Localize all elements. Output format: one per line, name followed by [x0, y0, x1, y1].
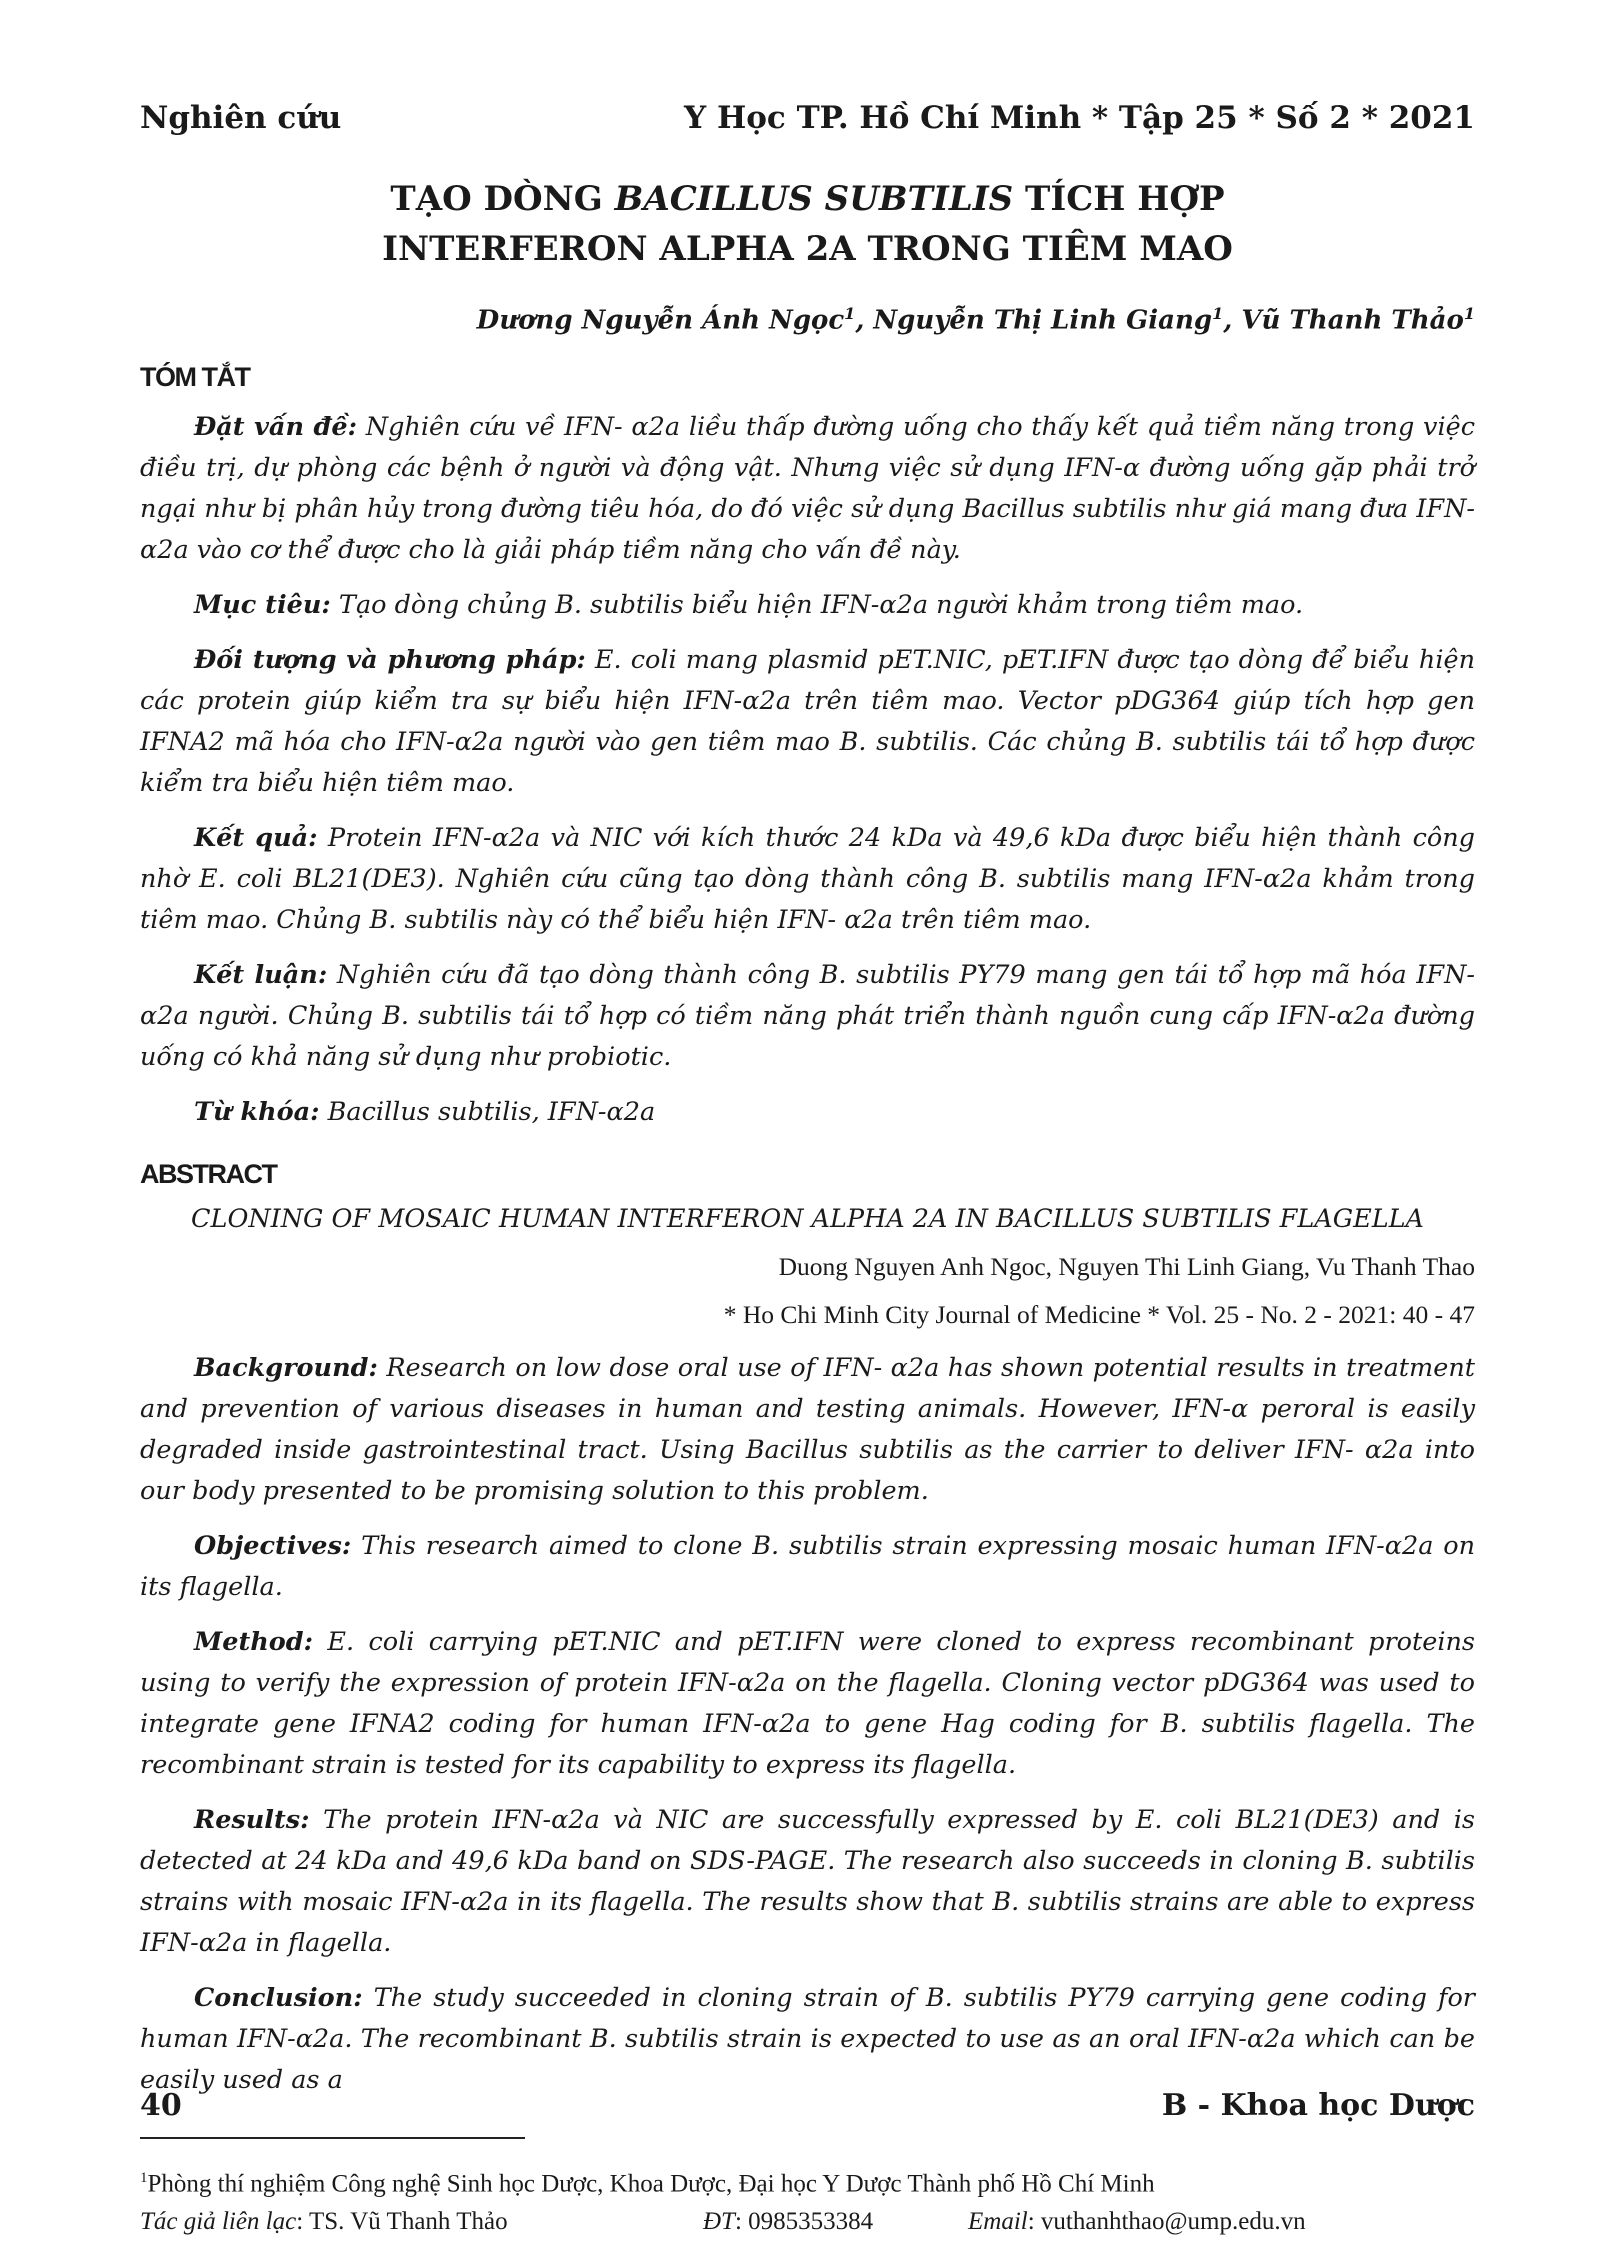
abstract-paragraph — [140, 1978, 1475, 2101]
para-label: Mục tiêu: — [194, 589, 331, 620]
para-text: Bacillus subtilis, IFN-α2a — [319, 1096, 656, 1127]
para-label: Results: — [194, 1804, 310, 1835]
para-text: Nghiên cứu đã tạo dòng thành công B. subtilis PY79 mang gen tái tổ hợp mã hóa IFN-α2a người. Chủng B. subtilis tái tổ hợp có tiềm năng phát triển thành nguồn cung cấp IFN-α2a đường uống có khả năng sử dụng như probiotic. — [140, 959, 1475, 1072]
page-footer — [140, 2088, 1475, 2123]
abstract-paragraph — [140, 1800, 1475, 1964]
para-label: Từ khóa: — [194, 1096, 320, 1127]
tomtat-paragraph — [140, 407, 1475, 571]
para-text: E. coli carrying pET.NIC and pET.IFN were cloned to express recombinant proteins using to verify the expression of protein IFN-α2a on the flagella. Cloning vector pDG364 was used to integrate gene IFNA2 coding for human IFN-α2a to gene Hag coding for B. subtilis flagella. The recombinant strain is tested for its capability to express its flagella. — [140, 1626, 1475, 1780]
abstract-paragraph — [140, 1348, 1475, 1512]
abstract-paragraph — [140, 1526, 1475, 1608]
phone-value: : 0985353384 — [734, 2207, 874, 2235]
abstract-paragraph — [140, 1622, 1475, 1786]
footer-section: B - Khoa học Dược — [1161, 2088, 1475, 2123]
title-part: TẠO DÒNG — [390, 179, 615, 219]
para-label: Conclusion: — [194, 1982, 363, 2013]
affiliation-mark: 1 — [140, 2169, 148, 2186]
title-line-2: INTERFERON ALPHA 2A TRONG TIÊM MAO — [382, 229, 1233, 269]
para-text: The study succeeded in cloning strain of B. subtilis PY79 carrying gene coding for human IFN-α2a. The recombinant B. subtilis strain is expected to use as an oral IFN-α2a which can be easily used as a — [140, 1982, 1475, 2095]
para-text: Tạo dòng chủng B. subtilis biểu hiện IFN-α2a người khảm trong tiêm mao. — [330, 589, 1304, 620]
author-list — [140, 304, 1475, 336]
para-text: Research on low dose oral use of IFN- α2a has shown potential results in treatment and prevention of various diseases in human and testing animals. However, IFN-α peroral is easily degraded inside gastrointestinal tract. Using Bacillus subtilis as the carrier to deliver IFN- α2a into our body presented to be promising solution to this problem. — [140, 1352, 1475, 1506]
para-label: Objectives: — [194, 1530, 352, 1561]
para-text: The protein IFN-α2a và NIC are successfully expressed by E. coli BL21(DE3) and is detected at 24 kDa and 49,6 kDa band on SDS-PAGE. The research also succeeds in cloning B. subtilis strains with mosaic IFN-α2a in its flagella. The results show that B. subtilis strains are able to express IFN-α2a in flagella. — [140, 1804, 1475, 1958]
english-authors: Duong Nguyen Anh Ngoc, Nguyen Thi Linh Giang, Vu Thanh Thao — [778, 1251, 1475, 1281]
para-label: Đặt vấn đề: — [194, 411, 357, 442]
para-label: Kết quả: — [194, 822, 318, 853]
author: , Vũ Thanh Thảo — [1223, 305, 1464, 336]
contact-value: : TS. Vũ Thanh Thảo — [296, 2207, 508, 2235]
contact-phone — [703, 2203, 968, 2241]
keywords — [140, 1092, 1475, 1133]
english-title: CLONING OF MOSAIC HUMAN INTERFERON ALPHA 2A IN BACILLUS SUBTILIS FLAGELLA — [191, 1203, 1424, 1234]
title-part: BACILLUS SUBTILIS — [614, 179, 1014, 219]
title-part: TÍCH HỢP — [1013, 179, 1225, 219]
tomtat-heading: TÓM TẮT — [140, 361, 250, 392]
email-value: : vuthanhthao@ump.edu.vn — [1027, 2207, 1306, 2235]
para-label: Kết luận: — [194, 959, 328, 990]
affiliation-mark: 1 — [844, 304, 856, 323]
tomtat-paragraph — [140, 955, 1475, 1078]
author: Dương Nguyễn Ánh Ngọc — [476, 305, 845, 336]
affiliation-text: Phòng thí nghiệm Công nghệ Sinh học Dược, Khoa Dược, Đại học Y Dược Thành phố Hồ Chí Minh — [147, 2169, 1155, 2197]
affiliation-mark: 1 — [1463, 304, 1475, 323]
tomtat-paragraph — [140, 818, 1475, 941]
para-text: E. coli mang plasmid pET.NIC, pET.IFN được tạo dòng để biểu hiện các protein giúp kiểm tra sự biểu hiện IFN-α2a trên tiêm mao. Vector pDG364 giúp tích hợp gen IFNA2 mã hóa cho IFN-α2a người vào gen tiêm mao B. subtilis. Các chủng B. subtilis tái tổ hợp được kiểm tra biểu hiện tiêm mao. — [140, 644, 1475, 798]
article-title — [140, 174, 1475, 274]
affiliation-mark: 1 — [1212, 304, 1224, 323]
tomtat-paragraph — [140, 640, 1475, 804]
contact-label: Tác giả liên lạc — [140, 2207, 297, 2235]
header-journal: Y Học TP. Hồ Chí Minh * Tập 25 * Số 2 * 2021 — [684, 100, 1475, 136]
abstract-heading: ABSTRACT — [140, 1158, 277, 1189]
tomtat-paragraph — [140, 585, 1475, 626]
author: , Nguyễn Thị Linh Giang — [855, 305, 1213, 336]
para-text: Nghiên cứu về IFN- α2a liều thấp đường uống cho thấy kết quả tiềm năng trong việc điều trị, dự phòng các bệnh ở người và động vật. Nhưng việc sử dụng IFN-α đường uống gặp phải trở ngại như bị phân hủy trong đường tiêu hóa, do đó việc sử dụng Bacillus subtilis như giá mang đưa IFN- α2a vào cơ thể được cho là giải pháp tiềm năng cho vấn đề này. — [140, 411, 1475, 565]
running-header — [140, 100, 1475, 136]
footnote — [140, 2159, 1475, 2241]
para-label: Background: — [194, 1352, 378, 1383]
para-text: This research aimed to clone B. subtilis strain expressing mosaic human IFN-α2a on its flagella. — [140, 1530, 1475, 1602]
para-text: Protein IFN-α2a và NIC với kích thước 24 kDa và 49,6 kDa được biểu hiện thành công nhờ E. coli BL21(DE3). Nghiên cứu cũng tạo dòng thành công B. subtilis mang IFN-α2a khảm trong tiêm mao. Chủng B. subtilis này có thể biểu hiện IFN- α2a trên tiêm mao. — [140, 822, 1475, 935]
phone-label: ĐT — [703, 2207, 735, 2235]
contact-email — [968, 2203, 1306, 2241]
para-label: Method: — [194, 1626, 314, 1657]
footnote-divider — [140, 2137, 525, 2139]
para-label: Đối tượng và phương pháp: — [194, 644, 586, 675]
email-label: Email — [968, 2207, 1028, 2235]
contact-author — [140, 2203, 703, 2241]
header-section: Nghiên cứu — [140, 100, 342, 136]
page-number: 40 — [140, 2088, 182, 2123]
page — [140, 100, 1475, 2235]
citation: * Ho Chi Minh City Journal of Medicine * Vol. 25 - No. 2 - 2021: 40 - 47 — [723, 1299, 1475, 1329]
